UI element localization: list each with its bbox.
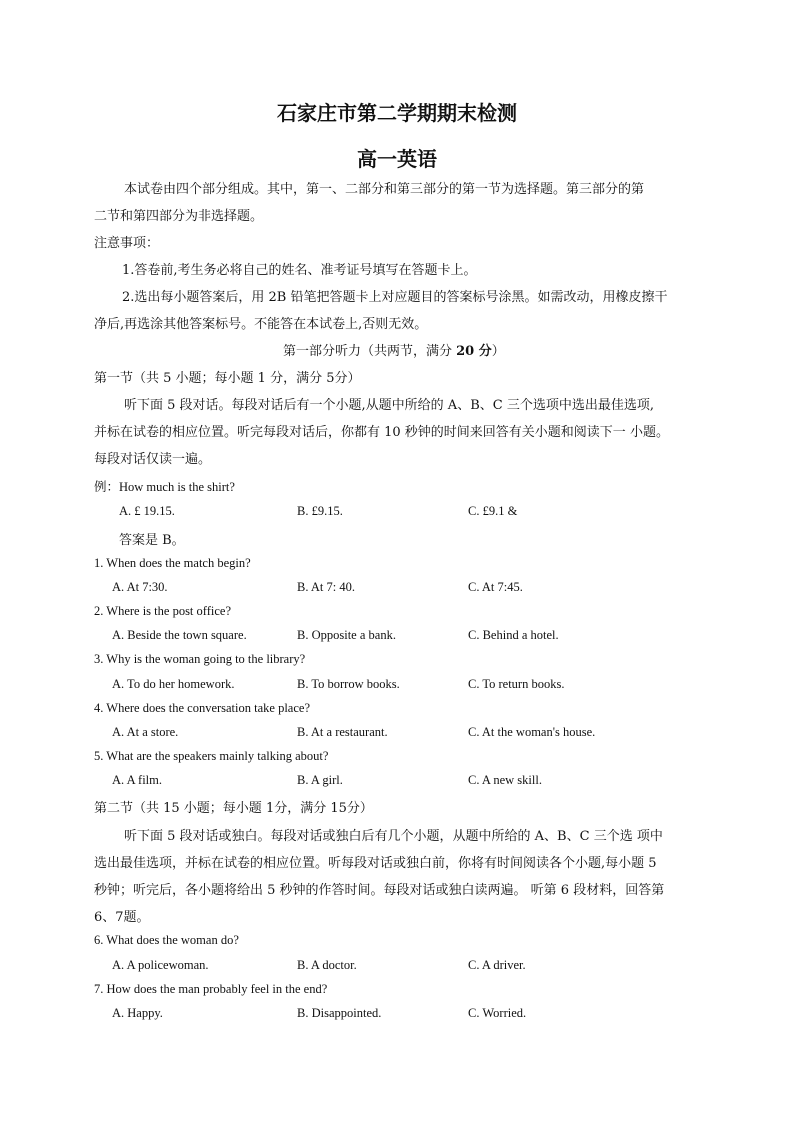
section1-heading: 第一节（共 5 小题；每小题 1 分，满分 5分） bbox=[94, 371, 361, 386]
question-1-option-a: A. At 7:30. bbox=[112, 580, 168, 594]
part1-heading: 第一部分听力（共两节，满分 20 分） bbox=[283, 344, 505, 359]
example-question: 例：How much is the shirt? bbox=[94, 480, 235, 494]
question-3-option-c: C. To return books. bbox=[468, 677, 565, 691]
section2-instruction-3: 秒钟；听完后，各小题将给出 5 秒钟的作答时间。每段对话或独白读两遍。 听第 6 段材料，回答第 bbox=[94, 883, 665, 898]
question-5-option-b: B. A girl. bbox=[297, 773, 343, 787]
page-subtitle: 高一英语 bbox=[357, 147, 437, 171]
section2-instruction-2: 选出最佳选项，并标在试卷的相应位置。听每段对话或独白前，你将有时间阅读各个小题,每小题 5 bbox=[94, 856, 657, 871]
question-4-option-a: A. At a store. bbox=[112, 725, 179, 739]
question-4-option-c: C. At the woman's house. bbox=[468, 725, 596, 739]
question-7-option-a: A. Happy. bbox=[112, 1006, 163, 1020]
question-1-option-c: C. At 7:45. bbox=[468, 580, 523, 594]
intro-line-1: 本试卷由四个部分组成。其中，第一、二部分和第三部分的第一节为选择题。第三部分的第 bbox=[124, 182, 645, 197]
question-2-option-b: B. Opposite a bank. bbox=[297, 628, 396, 642]
question-7: 7. How does the man probably feel in the end? bbox=[94, 982, 328, 996]
question-6: 6. What does the woman do? bbox=[94, 933, 239, 947]
notice-2-line-1: 2.选出每小题答案后，用 2B 铅笔把答题卡上对应题目的答案标号涂黑。如需改动，用橡皮擦干 bbox=[122, 290, 668, 305]
section2-heading: 第二节（共 15 小题；每小题 1分，满分 15分） bbox=[94, 801, 373, 816]
section1-instruction-3: 每段对话仅读一遍。 bbox=[94, 452, 212, 467]
question-3-option-a: A. To do her homework. bbox=[112, 677, 235, 691]
section1-instruction-2: 并标在试卷的相应位置。听完每段对话后，你都有 10 秒钟的时间来回答有关小题和阅读下一 小题。 bbox=[94, 425, 669, 440]
question-6-option-a: A. A policewoman. bbox=[112, 958, 209, 972]
question-6-option-b: B. A doctor. bbox=[297, 958, 357, 972]
example-option-b: B. £9.15. bbox=[297, 504, 343, 518]
section2-instruction-4: 6、7题。 bbox=[94, 910, 150, 925]
question-3: 3. Why is the woman going to the library? bbox=[94, 652, 306, 666]
section2-instruction-1: 听下面 5 段对话或独白。每段对话或独白后有几个小题，从题中所给的 A、B、C 三个选 项中 bbox=[124, 829, 663, 844]
example-option-c: C. £9.1 & bbox=[468, 504, 518, 518]
intro-line-2: 二节和第四部分为非选择题。 bbox=[94, 209, 264, 224]
question-2-option-a: A. Beside the town square. bbox=[112, 628, 247, 642]
question-5-option-c: C. A new skill. bbox=[468, 773, 542, 787]
question-5-option-a: A. A film. bbox=[112, 773, 163, 787]
question-3-option-b: B. To borrow books. bbox=[297, 677, 400, 691]
question-4: 4. Where does the conversation take place? bbox=[94, 701, 310, 715]
notice-1: 1.答卷前,考生务必将自己的姓名、准考证号填写在答题卡上。 bbox=[122, 263, 477, 278]
section1-instruction-1: 听下面 5 段对话。每段对话后有一个小题,从题中所给的 A、B、C 三个选项中选出最佳选项, bbox=[124, 398, 654, 413]
question-7-option-b: B. Disappointed. bbox=[297, 1006, 382, 1020]
question-2-option-c: C. Behind a hotel. bbox=[468, 628, 559, 642]
question-6-option-c: C. A driver. bbox=[468, 958, 526, 972]
notice-2-line-2: 净后,再选涂其他答案标号。不能答在本试卷上,否则无效。 bbox=[94, 317, 428, 332]
question-5: 5. What are the speakers mainly talking about? bbox=[94, 749, 329, 763]
notice-label: 注意事项： bbox=[94, 236, 160, 251]
question-4-option-b: B. At a restaurant. bbox=[297, 725, 388, 739]
question-1: 1. When does the match begin? bbox=[94, 556, 251, 570]
example-answer: 答案是 B。 bbox=[119, 533, 185, 548]
page-title: 石家庄市第二学期期末检测 bbox=[277, 101, 517, 125]
question-2: 2. Where is the post office? bbox=[94, 604, 231, 618]
question-1-option-b: B. At 7: 40. bbox=[297, 580, 355, 594]
question-7-option-c: C. Worried. bbox=[468, 1006, 527, 1020]
example-option-a: A. £ 19.15. bbox=[119, 504, 175, 518]
